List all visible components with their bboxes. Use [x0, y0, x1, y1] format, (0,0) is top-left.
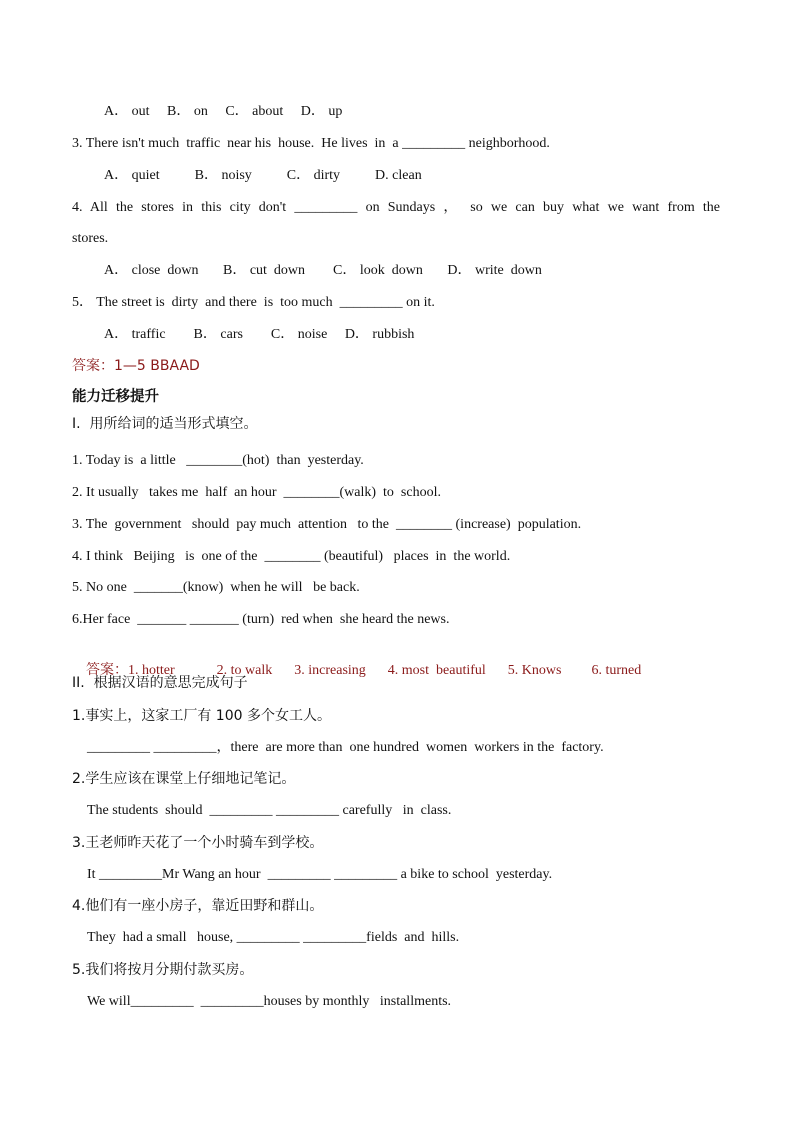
q4-options: A． close down B． cut down C． look down D． write down — [104, 263, 542, 278]
part2-item-5-cn: 5.我们将按月分期付款买房。 — [72, 962, 254, 978]
part1-item-1: 1. Today is a little ________(hot) than yesterday. — [72, 453, 364, 468]
question-5: 5． The street is dirty and there is too much _________ on it. — [72, 295, 435, 310]
part2-item-3-en: It _________Mr Wang an hour _________ _________ a bike to school yesterday. — [87, 867, 553, 882]
answer-1: 1. hotter — [128, 663, 175, 678]
answer-4: 4. most beautiful — [387, 663, 486, 678]
part1-heading: I. 用所给词的适当形式填空。 — [72, 416, 258, 432]
q5-options: A． traffic B． cars C． noise D． rubbish — [104, 327, 415, 342]
section-title: 能力迁移提升 — [72, 389, 159, 405]
question-3: 3. There isn't much traffic near his house. He lives in a _________ neighborhood. — [72, 136, 550, 151]
q2-options: A． out B． on C． about D． up — [104, 104, 343, 119]
part2-item-5-en: We will_________ _________houses by monthly installments. — [87, 994, 452, 1009]
part1-item-2: 2. It usually takes me half an hour ________(walk) to school. — [72, 485, 441, 500]
part1-item-4: 4. I think Beijing is one of the ________ (beautiful) places in the world. — [72, 549, 511, 564]
question-4: 4. All the stores in this city don't _________ on Sundays ， so we can buy what we want from the — [72, 200, 720, 215]
answer-2: 2. to walk — [216, 663, 273, 678]
part2-item-2-en: The students should _________ _________ carefully in class. — [87, 803, 452, 818]
part1-item-5: 5. No one _______(know) when he will be back. — [72, 580, 360, 595]
q3-options: A． quiet B． noisy C． dirty D. clean — [104, 168, 422, 183]
part2-item-2-cn: 2.学生应该在课堂上仔细地记笔记。 — [72, 771, 296, 787]
part2-item-3-cn: 3.王老师昨天花了一个小时骑车到学校。 — [72, 835, 324, 851]
answer-key-1: 答案：1—5 BBAAD — [72, 358, 200, 374]
part2-item-4-en: They had a small house, _________ _________fields and hills. — [87, 930, 460, 945]
part2-item-1-en: _________ _________，there are more than one hundred women workers in the factory. — [87, 740, 604, 755]
answer-label: 答案： — [86, 662, 128, 678]
part1-item-6: 6.Her face _______ _______ (turn) red when she heard the news. — [72, 612, 450, 627]
answer-3: 3. increasing — [294, 663, 366, 678]
part1-item-3: 3. The government should pay much attention to the ________ (increase) population. — [72, 517, 582, 532]
part2-item-4-cn: 4.他们有一座小房子，靠近田野和群山。 — [72, 898, 324, 914]
answer-6: 6. turned — [591, 663, 642, 678]
answer-5: 5. Knows — [507, 663, 562, 678]
part2-item-1-cn: 1.事实上，这家工厂有 100 多个女工人。 — [72, 708, 331, 724]
question-4-cont: stores. — [72, 231, 109, 246]
part2-heading: II. 根据汉语的意思完成句子 — [72, 675, 248, 691]
